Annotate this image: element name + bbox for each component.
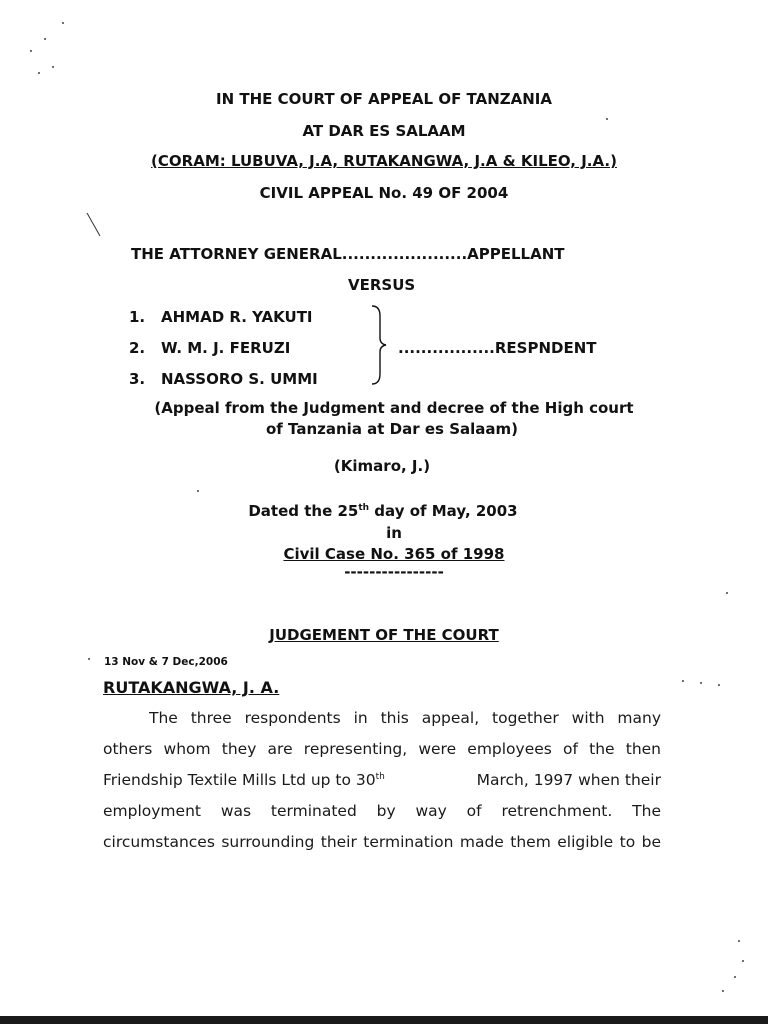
court-title: IN THE COURT OF APPEAL OF TANZANIA: [215, 90, 552, 108]
respondent-name: AHMAD R. YAKUTI: [161, 308, 313, 326]
appellant-dots: ......................: [341, 245, 468, 263]
curly-brace-icon: [368, 304, 392, 386]
scan-speck: [738, 940, 740, 942]
respondent-dots: .................: [398, 339, 495, 357]
appeal-from-line-2: of Tanzania at Dar es Salaam): [266, 420, 518, 438]
separator-line: ----------------: [344, 563, 444, 581]
scan-mark: [86, 212, 106, 244]
civil-case-number: Civil Case No. 365 of 1998: [283, 545, 505, 563]
respondent-number: 1.: [129, 308, 146, 326]
scan-speck: [734, 976, 736, 978]
appellant-line: [131, 245, 565, 263]
scan-speck: [88, 658, 90, 660]
respondent-number: 2.: [129, 339, 146, 357]
body-text: circumstances surrounding their termination made them eligible to be: [103, 833, 661, 851]
appellant-name: THE ATTORNEY GENERAL: [131, 245, 342, 263]
respondent-role-line: [398, 339, 597, 357]
respondent-name: NASSORO S. UMMI: [161, 370, 318, 388]
in-label: in: [386, 524, 402, 542]
appellant-role: APPELLANT: [467, 245, 565, 263]
coram-line: (CORAM: LUBUVA, J.A, RUTAKANGWA, J.A & KILEO, J.A.): [151, 152, 617, 170]
body-superscript: th: [375, 771, 385, 782]
body-line-1: [103, 709, 661, 731]
respondent-number: 3.: [129, 370, 146, 388]
body-line-2: [103, 740, 661, 762]
respondent-name: W. M. J. FERUZI: [161, 339, 291, 357]
dated-line: [0, 502, 767, 520]
scan-speck: [44, 38, 46, 40]
scan-bottom-edge: [0, 1016, 768, 1024]
hearing-dates: 13 Nov & 7 Dec,2006: [104, 656, 228, 668]
body-line-3-content: [103, 771, 661, 789]
scan-speck: [52, 66, 54, 68]
dated-suffix: day of May, 2003: [369, 502, 518, 520]
scan-speck: [682, 680, 684, 682]
scan-speck: [718, 684, 720, 686]
body-text: Friendship Textile Mills Ltd up to 30: [103, 771, 376, 789]
versus-label: VERSUS: [348, 276, 416, 294]
scan-speck: [726, 592, 728, 594]
scan-speck: [30, 50, 32, 52]
dated-superscript: th: [358, 503, 370, 513]
body-line-4: [103, 802, 661, 824]
body-text-prefix: [103, 771, 385, 789]
body-text: employment was terminated by way of retrenchment. The: [103, 802, 661, 820]
scan-speck: [38, 72, 40, 74]
scan-speck: [742, 960, 744, 962]
scan-speck: [700, 682, 702, 684]
body-text: others whom they are representing, were employees of the then: [103, 740, 661, 758]
body-text: The three respondents in this appeal, together with many: [149, 709, 661, 727]
scan-speck: [606, 118, 608, 120]
case-number: CIVIL APPEAL No. 49 OF 2004: [259, 184, 509, 202]
body-line-5: [103, 833, 661, 855]
judge-name: RUTAKANGWA, J. A.: [103, 678, 280, 697]
respondent-role: RESPNDENT: [494, 339, 597, 357]
lower-court-judge: (Kimaro, J.): [333, 457, 431, 475]
body-text: March, 1997 when their: [476, 771, 661, 789]
scan-speck: [62, 22, 64, 24]
court-place: AT DAR ES SALAAM: [302, 122, 466, 140]
respondent-item: [129, 370, 318, 388]
respondent-item: [129, 308, 313, 326]
scan-speck: [197, 490, 199, 492]
scan-speck: [722, 990, 724, 992]
judgement-heading: JUDGEMENT OF THE COURT: [269, 626, 499, 644]
body-line-3: [103, 771, 661, 789]
dated-prefix: Dated the 25: [248, 502, 359, 520]
respondent-item: [129, 339, 291, 357]
appeal-from-line-1: (Appeal from the Judgment and decree of the High court: [154, 399, 634, 417]
